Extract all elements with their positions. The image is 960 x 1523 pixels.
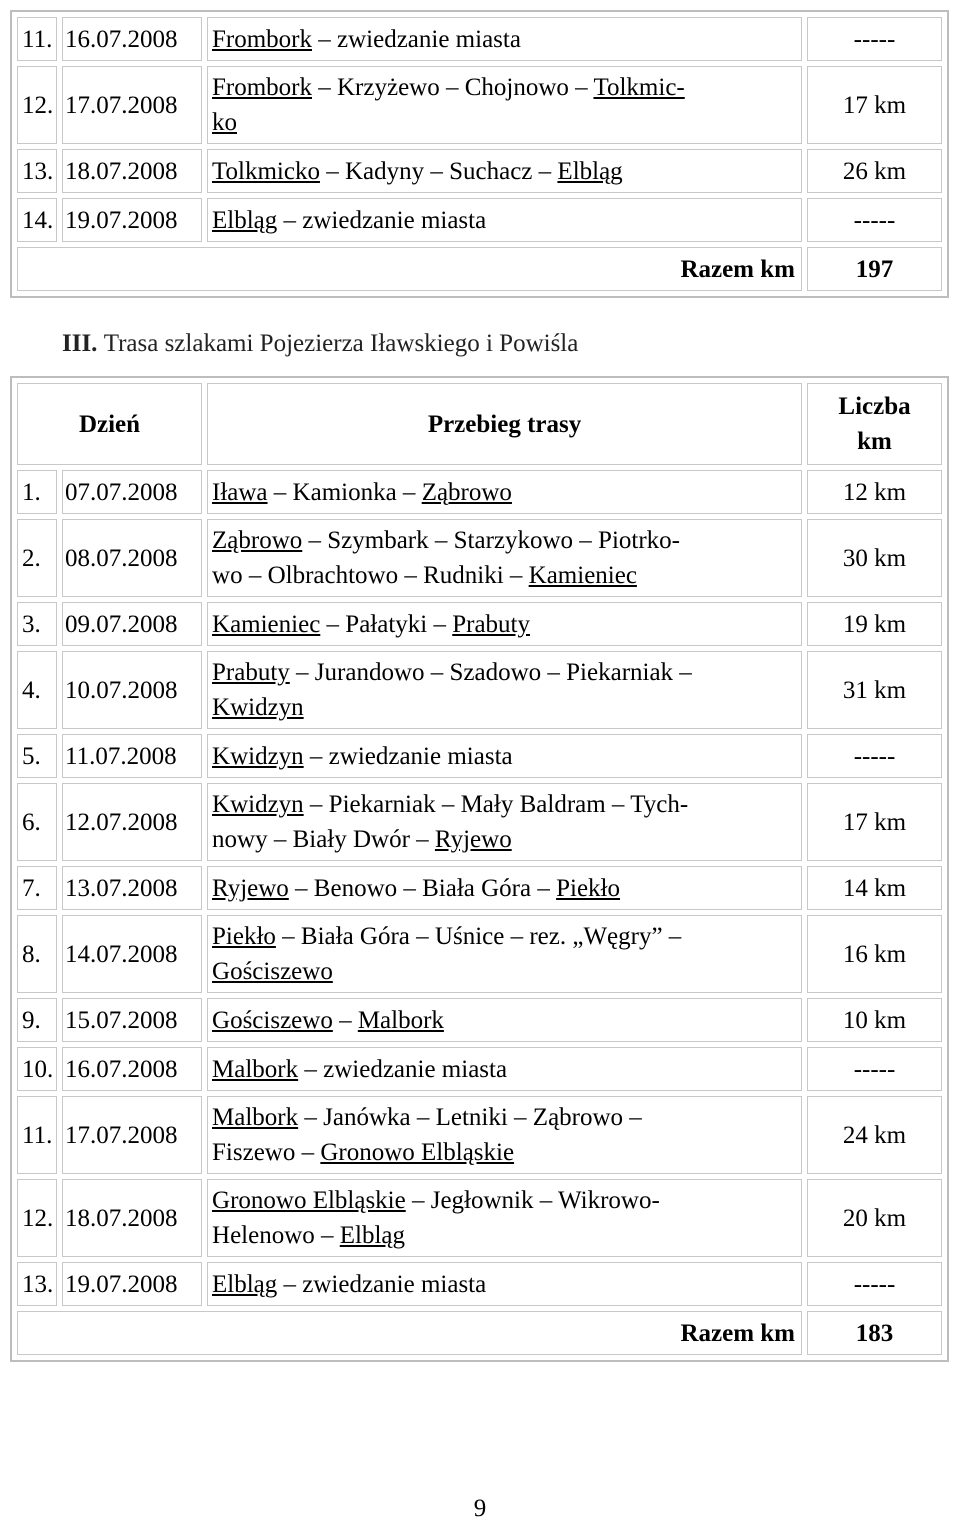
route-table-part-2	[10, 10, 949, 298]
row-distance: 14 km	[807, 866, 942, 910]
table-row	[17, 734, 942, 778]
row-route	[207, 1262, 802, 1306]
row-number: 4.	[17, 651, 57, 729]
row-route	[207, 519, 802, 597]
row-distance: 12 km	[807, 470, 942, 514]
route-text: – Jurandowo – Szadowo – Piekarniak –	[289, 659, 692, 686]
route-text: – zwiedzanie miasta	[303, 742, 513, 770]
place-link: Prabuty	[452, 610, 531, 638]
place-link: Elbląg	[212, 1270, 278, 1298]
row-number: 13.	[17, 1262, 57, 1306]
table-row	[17, 1262, 942, 1306]
table-row	[17, 783, 942, 861]
page-number: 9	[473, 1495, 487, 1522]
header-km-line1: Liczba	[838, 393, 911, 420]
place-link: Tolkmicko	[212, 157, 320, 185]
summary-label: Razem km	[17, 1311, 802, 1355]
place-link: Gościszewo	[212, 958, 333, 985]
summary-value: 197	[807, 247, 942, 291]
place-link: Kwidzyn	[212, 791, 304, 818]
row-date: 16.07.2008	[62, 1047, 202, 1091]
row-date: 19.07.2008	[62, 198, 202, 242]
row-number: 11.	[17, 1096, 57, 1174]
table-row	[17, 1096, 942, 1174]
row-distance: -----	[807, 1262, 942, 1306]
row-route	[207, 1096, 802, 1174]
row-number: 6.	[17, 783, 57, 861]
place-link: Iława	[212, 478, 268, 506]
row-route	[207, 198, 802, 242]
row-date: 18.07.2008	[62, 1179, 202, 1257]
place-link: Malbork	[212, 1055, 299, 1083]
row-distance: 17 km	[807, 783, 942, 861]
row-date: 13.07.2008	[62, 866, 202, 910]
row-number: 12.	[17, 1179, 57, 1257]
row-distance: -----	[807, 734, 942, 778]
route-text: – zwiedzanie miasta	[277, 1270, 487, 1298]
row-route	[207, 1179, 802, 1257]
row-route	[207, 866, 802, 910]
place-link: Piekło	[556, 874, 621, 902]
route-text: – Biała Góra – Uśnice – rez. „Węgry” –	[275, 923, 682, 950]
place-link: Elbląg	[212, 206, 278, 234]
section-title	[62, 330, 578, 358]
place-link: Kwidzyn	[212, 742, 304, 770]
row-date: 18.07.2008	[62, 149, 202, 193]
row-route	[207, 998, 802, 1042]
table-row	[17, 866, 942, 910]
row-date: 19.07.2008	[62, 1262, 202, 1306]
row-route	[207, 915, 802, 993]
row-route	[207, 1047, 802, 1091]
route-text: – Janówka – Letniki – Ząbrowo –	[298, 1104, 642, 1131]
route-text: – Kadyny – Suchacz –	[319, 157, 558, 185]
place-link: Frombork	[212, 25, 312, 53]
row-date: 12.07.2008	[62, 783, 202, 861]
row-date: 15.07.2008	[62, 998, 202, 1042]
row-number: 8.	[17, 915, 57, 993]
row-number: 10.	[17, 1047, 57, 1091]
place-link: Gronowo Elbląskie	[212, 1187, 406, 1214]
row-distance: -----	[807, 17, 942, 61]
table-row	[17, 17, 942, 61]
row-route	[207, 734, 802, 778]
summary-label: Razem km	[17, 247, 802, 291]
row-route	[207, 651, 802, 729]
row-number: 9.	[17, 998, 57, 1042]
table-row	[17, 66, 942, 144]
row-distance: 20 km	[807, 1179, 942, 1257]
table-header-row	[17, 383, 942, 465]
place-link: Ryjewo	[434, 826, 512, 853]
row-distance: 26 km	[807, 149, 942, 193]
row-date: 09.07.2008	[62, 602, 202, 646]
place-link: Gronowo Elbląskie	[320, 1139, 515, 1166]
row-route	[207, 470, 802, 514]
place-link: Frombork	[212, 74, 312, 101]
row-date: 17.07.2008	[62, 66, 202, 144]
row-distance: 30 km	[807, 519, 942, 597]
route-text: – Pałatyki –	[320, 610, 453, 638]
row-date: 16.07.2008	[62, 17, 202, 61]
place-link: ko	[212, 109, 237, 136]
place-link: Kwidzyn	[212, 694, 304, 721]
row-distance: -----	[807, 198, 942, 242]
row-route	[207, 17, 802, 61]
place-link: Tolkmic-	[593, 74, 685, 101]
place-link: Kamieniec	[212, 610, 321, 638]
table-row	[17, 519, 942, 597]
place-link: Ząbrowo	[212, 527, 303, 554]
place-link: Piekło	[212, 923, 276, 950]
row-date: 11.07.2008	[62, 734, 202, 778]
row-route	[207, 149, 802, 193]
place-link: Malbork	[357, 1006, 444, 1034]
row-number: 12.	[17, 66, 57, 144]
place-link: Ryjewo	[212, 874, 289, 902]
row-distance: 24 km	[807, 1096, 942, 1174]
summary-row	[17, 247, 942, 291]
table-row	[17, 602, 942, 646]
row-number: 1.	[17, 470, 57, 514]
route-text: – Benowo – Biała Góra –	[288, 874, 557, 902]
route-text: – Piekarniak – Mały Baldram – Tych-	[303, 791, 689, 818]
row-route	[207, 783, 802, 861]
row-distance: -----	[807, 1047, 942, 1091]
header-km-line2: km	[857, 428, 892, 455]
row-distance: 16 km	[807, 915, 942, 993]
row-date: 08.07.2008	[62, 519, 202, 597]
route-table-part-3	[10, 376, 949, 1362]
row-date: 10.07.2008	[62, 651, 202, 729]
route-text: – zwiedzanie miasta	[312, 25, 521, 53]
table-row	[17, 1047, 942, 1091]
table-row	[17, 651, 942, 729]
summary-value: 183	[807, 1311, 942, 1355]
place-link: Malbork	[212, 1104, 299, 1131]
row-distance: 10 km	[807, 998, 942, 1042]
route-text: – zwiedzanie miasta	[298, 1055, 508, 1083]
row-number: 2.	[17, 519, 57, 597]
row-number: 14.	[17, 198, 57, 242]
header-route: Przebieg trasy	[207, 383, 802, 465]
row-date: 17.07.2008	[62, 1096, 202, 1174]
row-route	[207, 602, 802, 646]
row-date: 07.07.2008	[62, 470, 202, 514]
route-text: – Krzyżewo – Chojnowo –	[312, 74, 594, 101]
row-number: 7.	[17, 866, 57, 910]
table-row	[17, 470, 942, 514]
place-link: Gościszewo	[212, 1006, 333, 1034]
summary-row	[17, 1311, 942, 1355]
route-text: – zwiedzanie miasta	[277, 206, 487, 234]
row-number: 5.	[17, 734, 57, 778]
row-number: 13.	[17, 149, 57, 193]
table-row	[17, 149, 942, 193]
row-distance: 19 km	[807, 602, 942, 646]
place-link: Ząbrowo	[421, 478, 512, 506]
row-distance: 17 km	[807, 66, 942, 144]
table-row	[17, 915, 942, 993]
row-number: 3.	[17, 602, 57, 646]
table-row	[17, 1179, 942, 1257]
route-text: nowy – Biały Dwór –	[212, 826, 435, 853]
header-day: Dzień	[17, 383, 202, 465]
route-text: wo – Olbrachtowo – Rudniki –	[212, 562, 529, 589]
place-link: Prabuty	[212, 659, 290, 686]
row-date: 14.07.2008	[62, 915, 202, 993]
section-title-text: Trasa szlakami Pojezierza Iławskiego i Powiśla	[103, 330, 579, 357]
route-text: –	[332, 1006, 358, 1034]
place-link: Elbląg	[339, 1222, 406, 1249]
route-text: – Jegłownik – Wikrowo-	[405, 1187, 660, 1214]
section-numeral: III.	[62, 330, 98, 357]
row-distance: 31 km	[807, 651, 942, 729]
route-text: Fiszewo –	[212, 1139, 321, 1166]
route-text: Helenowo –	[212, 1222, 340, 1249]
place-link: Kamieniec	[528, 562, 637, 589]
table-row	[17, 198, 942, 242]
row-number: 11.	[17, 17, 57, 61]
route-text: – Szymbark – Starzykowo – Piotrko-	[302, 527, 680, 554]
place-link: Elbląg	[557, 157, 623, 185]
route-text: – Kamionka –	[267, 478, 422, 506]
table-row	[17, 998, 942, 1042]
row-route	[207, 66, 802, 144]
header-km	[807, 383, 942, 465]
